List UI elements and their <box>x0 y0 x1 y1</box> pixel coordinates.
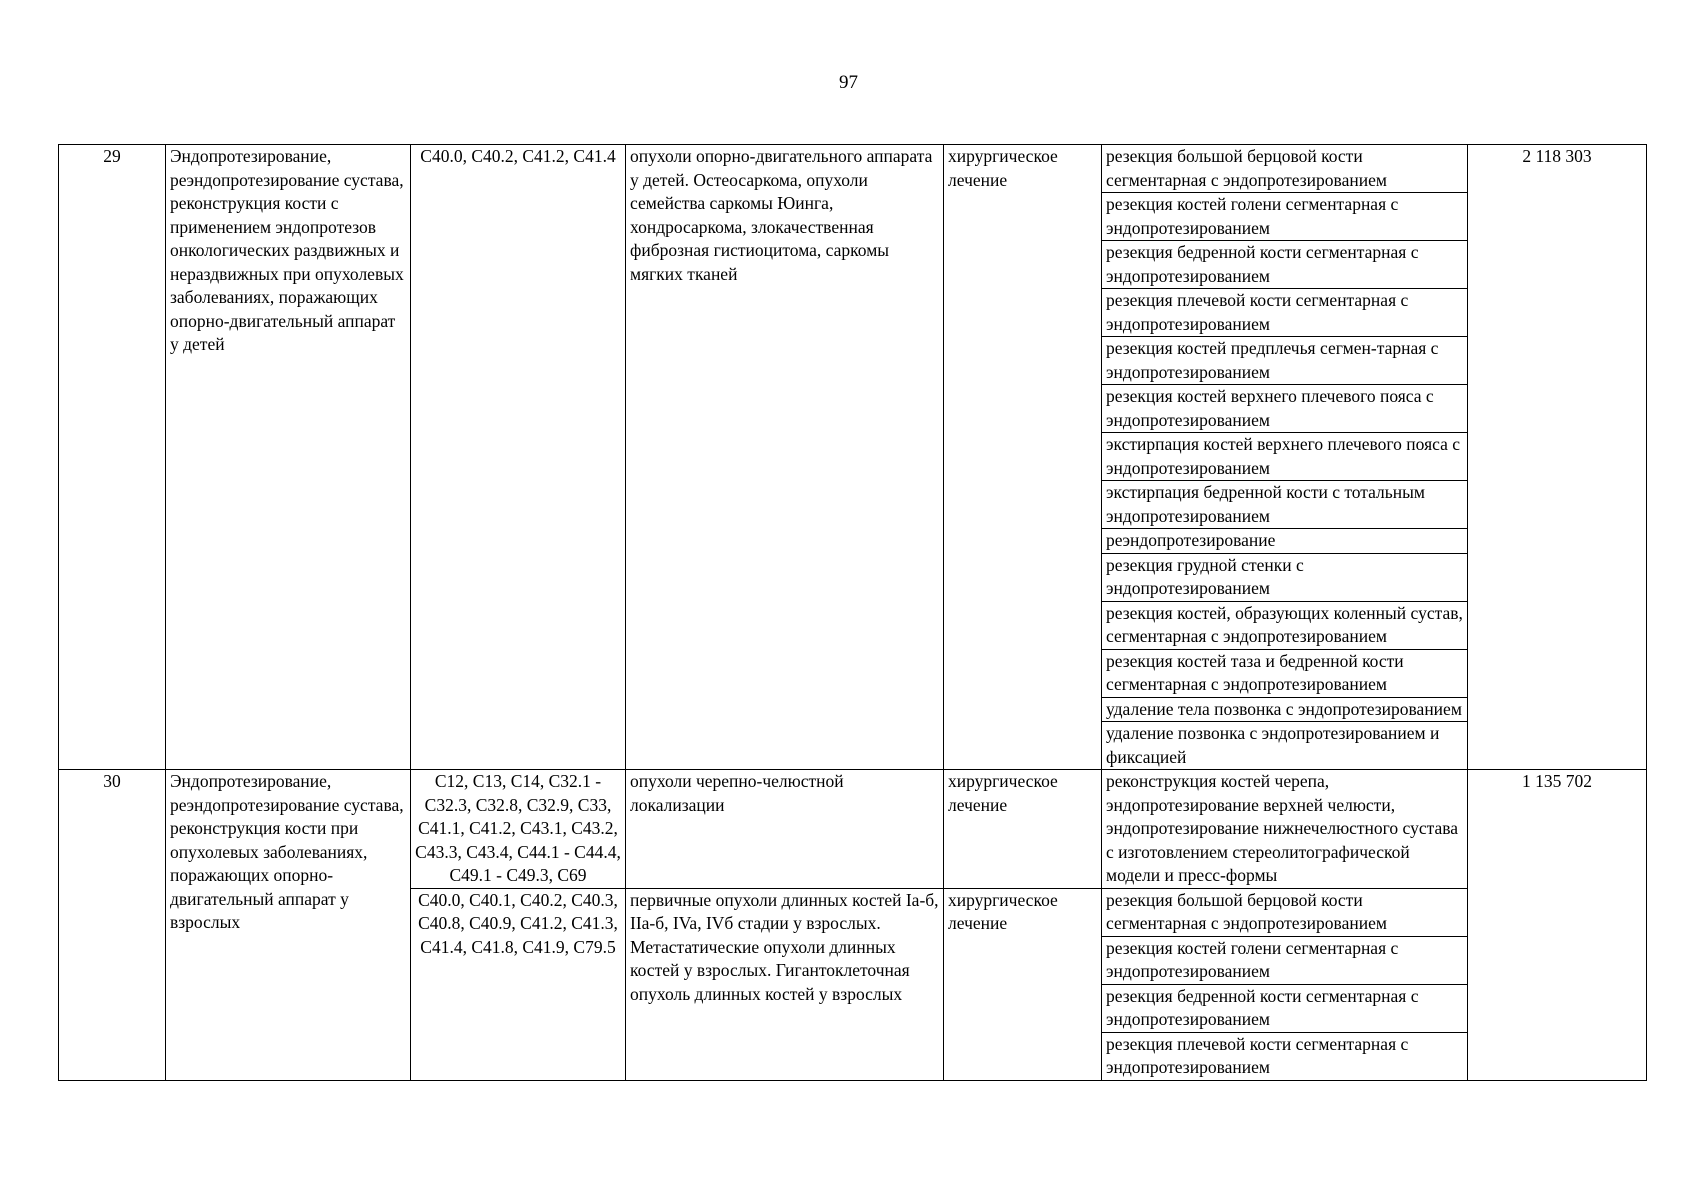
method-item: резекция бедренной кости сегментарная с эндопротезированием <box>1102 984 1468 1032</box>
table-row <box>59 770 1647 889</box>
patient-model: опухоли черепно-челюстной локализации <box>626 770 944 889</box>
method-item: резекция костей, образующих коленный сустав, сегментарная с эндопротезированием <box>1102 601 1468 649</box>
row-number: 30 <box>59 770 166 1081</box>
method-item: резекция костей голени сегментарная с эндопротезированием <box>1102 193 1468 241</box>
method-item: реконструкция костей черепа, эндопротезирование верхней челюсти, эндопротезирование нижнечелюстного сустава с изготовлением стереолитографической модели и пресс-формы <box>1102 770 1468 889</box>
method-item: удаление тела позвонка с эндопротезированием <box>1102 697 1468 722</box>
patient-model: первичные опухоли длинных костей Ia-б, IIa-б, IVa, IVб стадии у взрослых. Метастатические опухоли длинных костей у взрослых. Гигантоклеточная опухоль длинных костей у взрослых <box>626 888 944 1080</box>
cost-value: 2 118 303 <box>1468 145 1647 770</box>
services-table <box>58 144 1647 1081</box>
service-name: Эндопротезирование, реэндопротезирование сустава, реконструкция кости при опухолевых заболеваниях, поражающих опорно-двигательный аппарат у взрослых <box>166 770 411 1081</box>
treatment-type: хирургическое лечение <box>944 770 1102 889</box>
method-item: экстирпация костей верхнего плечевого пояса с эндопротезированием <box>1102 433 1468 481</box>
method-item: удаление позвонка с эндопротезированием и фиксацией <box>1102 722 1468 770</box>
page-number: 97 <box>839 72 858 93</box>
service-name: Эндопротезирование, реэндопротезирование сустава, реконструкция кости с применением эндопротезов онкологических раздвижных и нераздвижных при опухолевых заболеваниях, поражающих опорно-двигательный аппарат у детей <box>166 145 411 770</box>
table-row <box>59 145 1647 193</box>
icd-codes: C40.0, C40.2, C41.2, C41.4 <box>411 145 626 770</box>
treatment-type: хирургическое лечение <box>944 888 1102 1080</box>
method-item: резекция костей верхнего плечевого пояса с эндопротезированием <box>1102 385 1468 433</box>
row-number: 29 <box>59 145 166 770</box>
method-item: резекция костей предплечья сегмен-тарная с эндопротезированием <box>1102 337 1468 385</box>
method-item: резекция костей голени сегментарная с эндопротезированием <box>1102 936 1468 984</box>
method-item: резекция большой берцовой кости сегментарная с эндопротезированием <box>1102 888 1468 936</box>
method-item: резекция большой берцовой кости сегментарная с эндопротезированием <box>1102 145 1468 193</box>
method-item: резекция грудной стенки с эндопротезированием <box>1102 553 1468 601</box>
method-item: резекция бедренной кости сегментарная с эндопротезированием <box>1102 241 1468 289</box>
method-item: экстирпация бедренной кости с тотальным эндопротезированием <box>1102 481 1468 529</box>
cost-value: 1 135 702 <box>1468 770 1647 1081</box>
method-item: резекция плечевой кости сегментарная с эндопротезированием <box>1102 289 1468 337</box>
patient-model: опухоли опорно-двигательного аппарата у детей. Остеосаркома, опухоли семейства саркомы Юинга, хондросаркома, злокачественная фиброзная гистиоцитома, саркомы мягких тканей <box>626 145 944 770</box>
method-item: резекция плечевой кости сегментарная с эндопротезированием <box>1102 1032 1468 1080</box>
icd-codes: C40.0, C40.1, C40.2, C40.3, C40.8, C40.9, C41.2, C41.3, C41.4, C41.8, C41.9, C79.5 <box>411 888 626 1080</box>
treatment-type: хирургическое лечение <box>944 145 1102 770</box>
method-item: резекция костей таза и бедренной кости сегментарная с эндопротезированием <box>1102 649 1468 697</box>
method-item: реэндопротезирование <box>1102 529 1468 554</box>
icd-codes: C12, C13, C14, C32.1 - C32.3, C32.8, C32.9, C33, C41.1, C41.2, C43.1, C43.2, C43.3, C43.4, C44.1 - C44.4, C49.1 - C49.3, C69 <box>411 770 626 889</box>
